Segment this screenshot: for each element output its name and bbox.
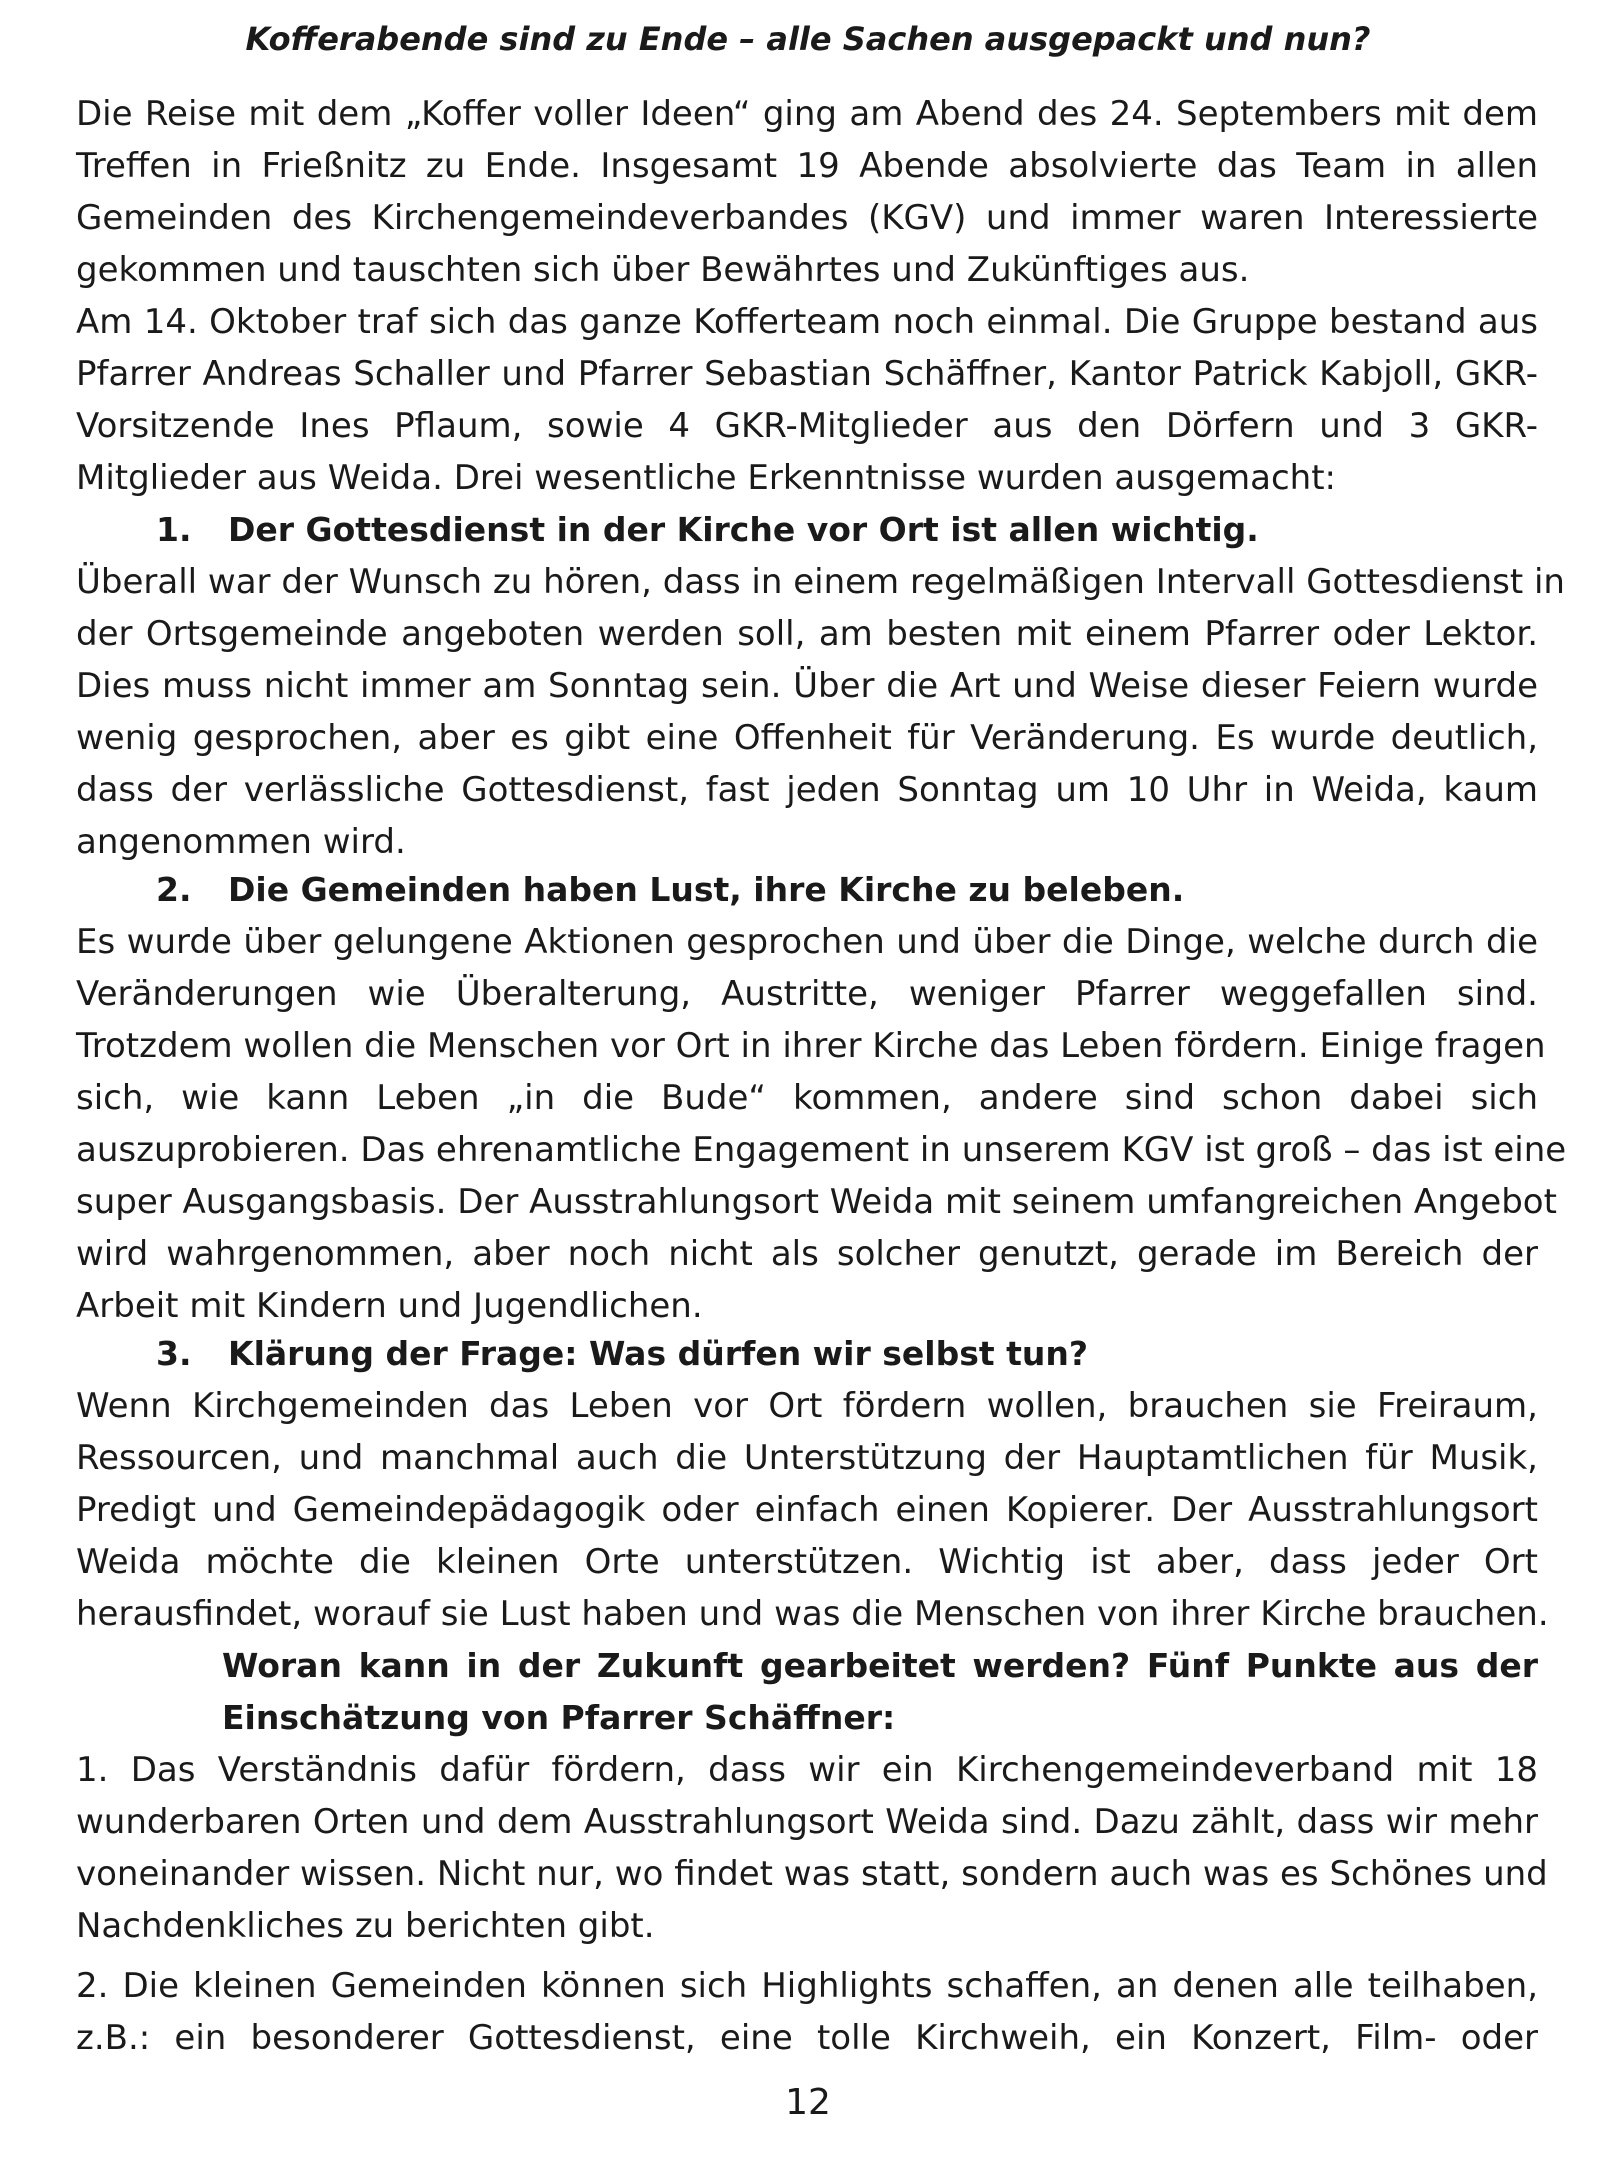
future-point-2 (76, 1960, 1538, 2064)
text-line: Predigt und Gemeindepädagogik oder einfach einen Kopierer. Der Ausstrahlungsort (76, 1490, 1538, 1530)
point-title: Klärung der Frage: Was dürfen wir selbst tun? (228, 1334, 1089, 1373)
point-title: Die Gemeinden haben Lust, ihre Kirche zu beleben. (228, 870, 1185, 909)
text-line: Weida möchte die kleinen Orte unterstützen. Wichtig ist aber, dass jeder Ort (76, 1542, 1538, 1582)
text-line: dass der verlässliche Gottesdienst, fast jeden Sonntag um 10 Uhr in Weida, kaum (76, 770, 1538, 810)
text-line: super Ausgangsbasis. Der Ausstrahlungsort Weida mit seinem umfangreichen Angebot (76, 1182, 1557, 1222)
text-line: Pfarrer Andreas Schaller und Pfarrer Sebastian Schäffner, Kantor Patrick Kabjoll, GKR- (76, 354, 1538, 394)
point-2-body (76, 916, 1567, 1332)
text-line: 2. Die kleinen Gemeinden können sich Highlights schaffen, an denen alle teilhaben, (76, 1966, 1538, 2006)
point-title: Der Gottesdienst in der Kirche vor Ort ist allen wichtig. (228, 510, 1259, 549)
text-line: Mitglieder aus Weida. Drei wesentliche Erkenntnisse wurden ausgemacht: (76, 458, 1337, 498)
text-line: Treffen in Frießnitz zu Ende. Insgesamt 19 Abende absolvierte das Team in allen (76, 146, 1538, 186)
text-line: herausfindet, worauf sie Lust haben und was die Menschen von ihrer Kirche brauchen. (76, 1594, 1549, 1634)
text-line: gekommen und tauschten sich über Bewährtes und Zukünftiges aus. (76, 250, 1250, 290)
page-title: Kofferabende sind zu Ende – alle Sachen ausgepackt und nun? (245, 20, 1371, 58)
point-2-heading (156, 864, 1184, 916)
text-line: Vorsitzende Ines Pflaum, sowie 4 GKR-Mitglieder aus den Dörfern und 3 GKR- (76, 406, 1538, 446)
text-line: wird wahrgenommen, aber noch nicht als solcher genutzt, gerade im Bereich der (76, 1234, 1538, 1274)
point-number: 1. (156, 510, 192, 549)
text-line: Nachdenkliches zu berichten gibt. (76, 1906, 655, 1946)
page-number: 12 (785, 2082, 831, 2123)
point-3-heading (156, 1328, 1088, 1380)
text-line: Gemeinden des Kirchengemeindeverbandes (KGV) und immer waren Interessierte (76, 198, 1538, 238)
text-line: Am 14. Oktober traf sich das ganze Kofferteam noch einmal. Die Gruppe bestand aus (76, 302, 1538, 342)
heading-line: Woran kann in der Zukunft gearbeitet werden? Fünf Punkte aus der (222, 1646, 1538, 1685)
point-number: 2. (156, 870, 192, 909)
text-line: 1. Das Verständnis dafür fördern, dass wir ein Kirchengemeindeverband mit 18 (76, 1750, 1538, 1790)
text-line: wenig gesprochen, aber es gibt eine Offenheit für Veränderung. Es wurde deutlich, (76, 718, 1538, 758)
text-line: angenommen wird. (76, 822, 406, 862)
point-1-heading (156, 504, 1259, 556)
point-number: 3. (156, 1334, 192, 1373)
text-line: der Ortsgemeinde angeboten werden soll, am besten mit einem Pfarrer oder Lektor. (76, 614, 1538, 654)
text-line: z.B.: ein besonderer Gottesdienst, eine tolle Kirchweih, ein Konzert, Film- oder (76, 2018, 1538, 2058)
text-line: Trotzdem wollen die Menschen vor Ort in ihrer Kirche das Leben fördern. Einige fragen (76, 1026, 1546, 1066)
point-1-body (76, 556, 1565, 868)
point-3-body (76, 1380, 1549, 1640)
text-line: voneinander wissen. Nicht nur, wo findet was statt, sondern auch was es Schönes und (76, 1854, 1548, 1894)
text-line: wunderbaren Orten und dem Ausstrahlungsort Weida sind. Dazu zählt, dass wir mehr (76, 1802, 1538, 1842)
text-line: sich, wie kann Leben „in die Bude“ kommen, andere sind schon dabei sich (76, 1078, 1538, 1118)
intro-paragraph-1 (76, 88, 1538, 296)
text-line: Dies muss nicht immer am Sonntag sein. Über die Art und Weise dieser Feiern wurde (76, 666, 1538, 706)
intro-paragraph-2 (76, 296, 1538, 504)
text-line: auszuprobieren. Das ehrenamtliche Engagement in unserem KGV ist groß – das ist eine (76, 1130, 1567, 1170)
text-line: Veränderungen wie Überalterung, Austritte, weniger Pfarrer weggefallen sind. (76, 974, 1538, 1014)
future-point-1 (76, 1744, 1548, 1952)
text-line: Überall war der Wunsch zu hören, dass in einem regelmäßigen Intervall Gottesdienst in (76, 562, 1565, 602)
future-heading (222, 1640, 1538, 1744)
text-line: Die Reise mit dem „Koffer voller Ideen“ ging am Abend des 24. Septembers mit dem (76, 94, 1538, 134)
text-line: Wenn Kirchgemeinden das Leben vor Ort fördern wollen, brauchen sie Freiraum, (76, 1386, 1538, 1426)
heading-line: Einschätzung von Pfarrer Schäffner: (222, 1698, 896, 1737)
text-line: Arbeit mit Kindern und Jugendlichen. (76, 1286, 703, 1326)
text-line: Es wurde über gelungene Aktionen gesprochen und über die Dinge, welche durch die (76, 922, 1538, 962)
text-line: Ressourcen, und manchmal auch die Unterstützung der Hauptamtlichen für Musik, (76, 1438, 1538, 1478)
